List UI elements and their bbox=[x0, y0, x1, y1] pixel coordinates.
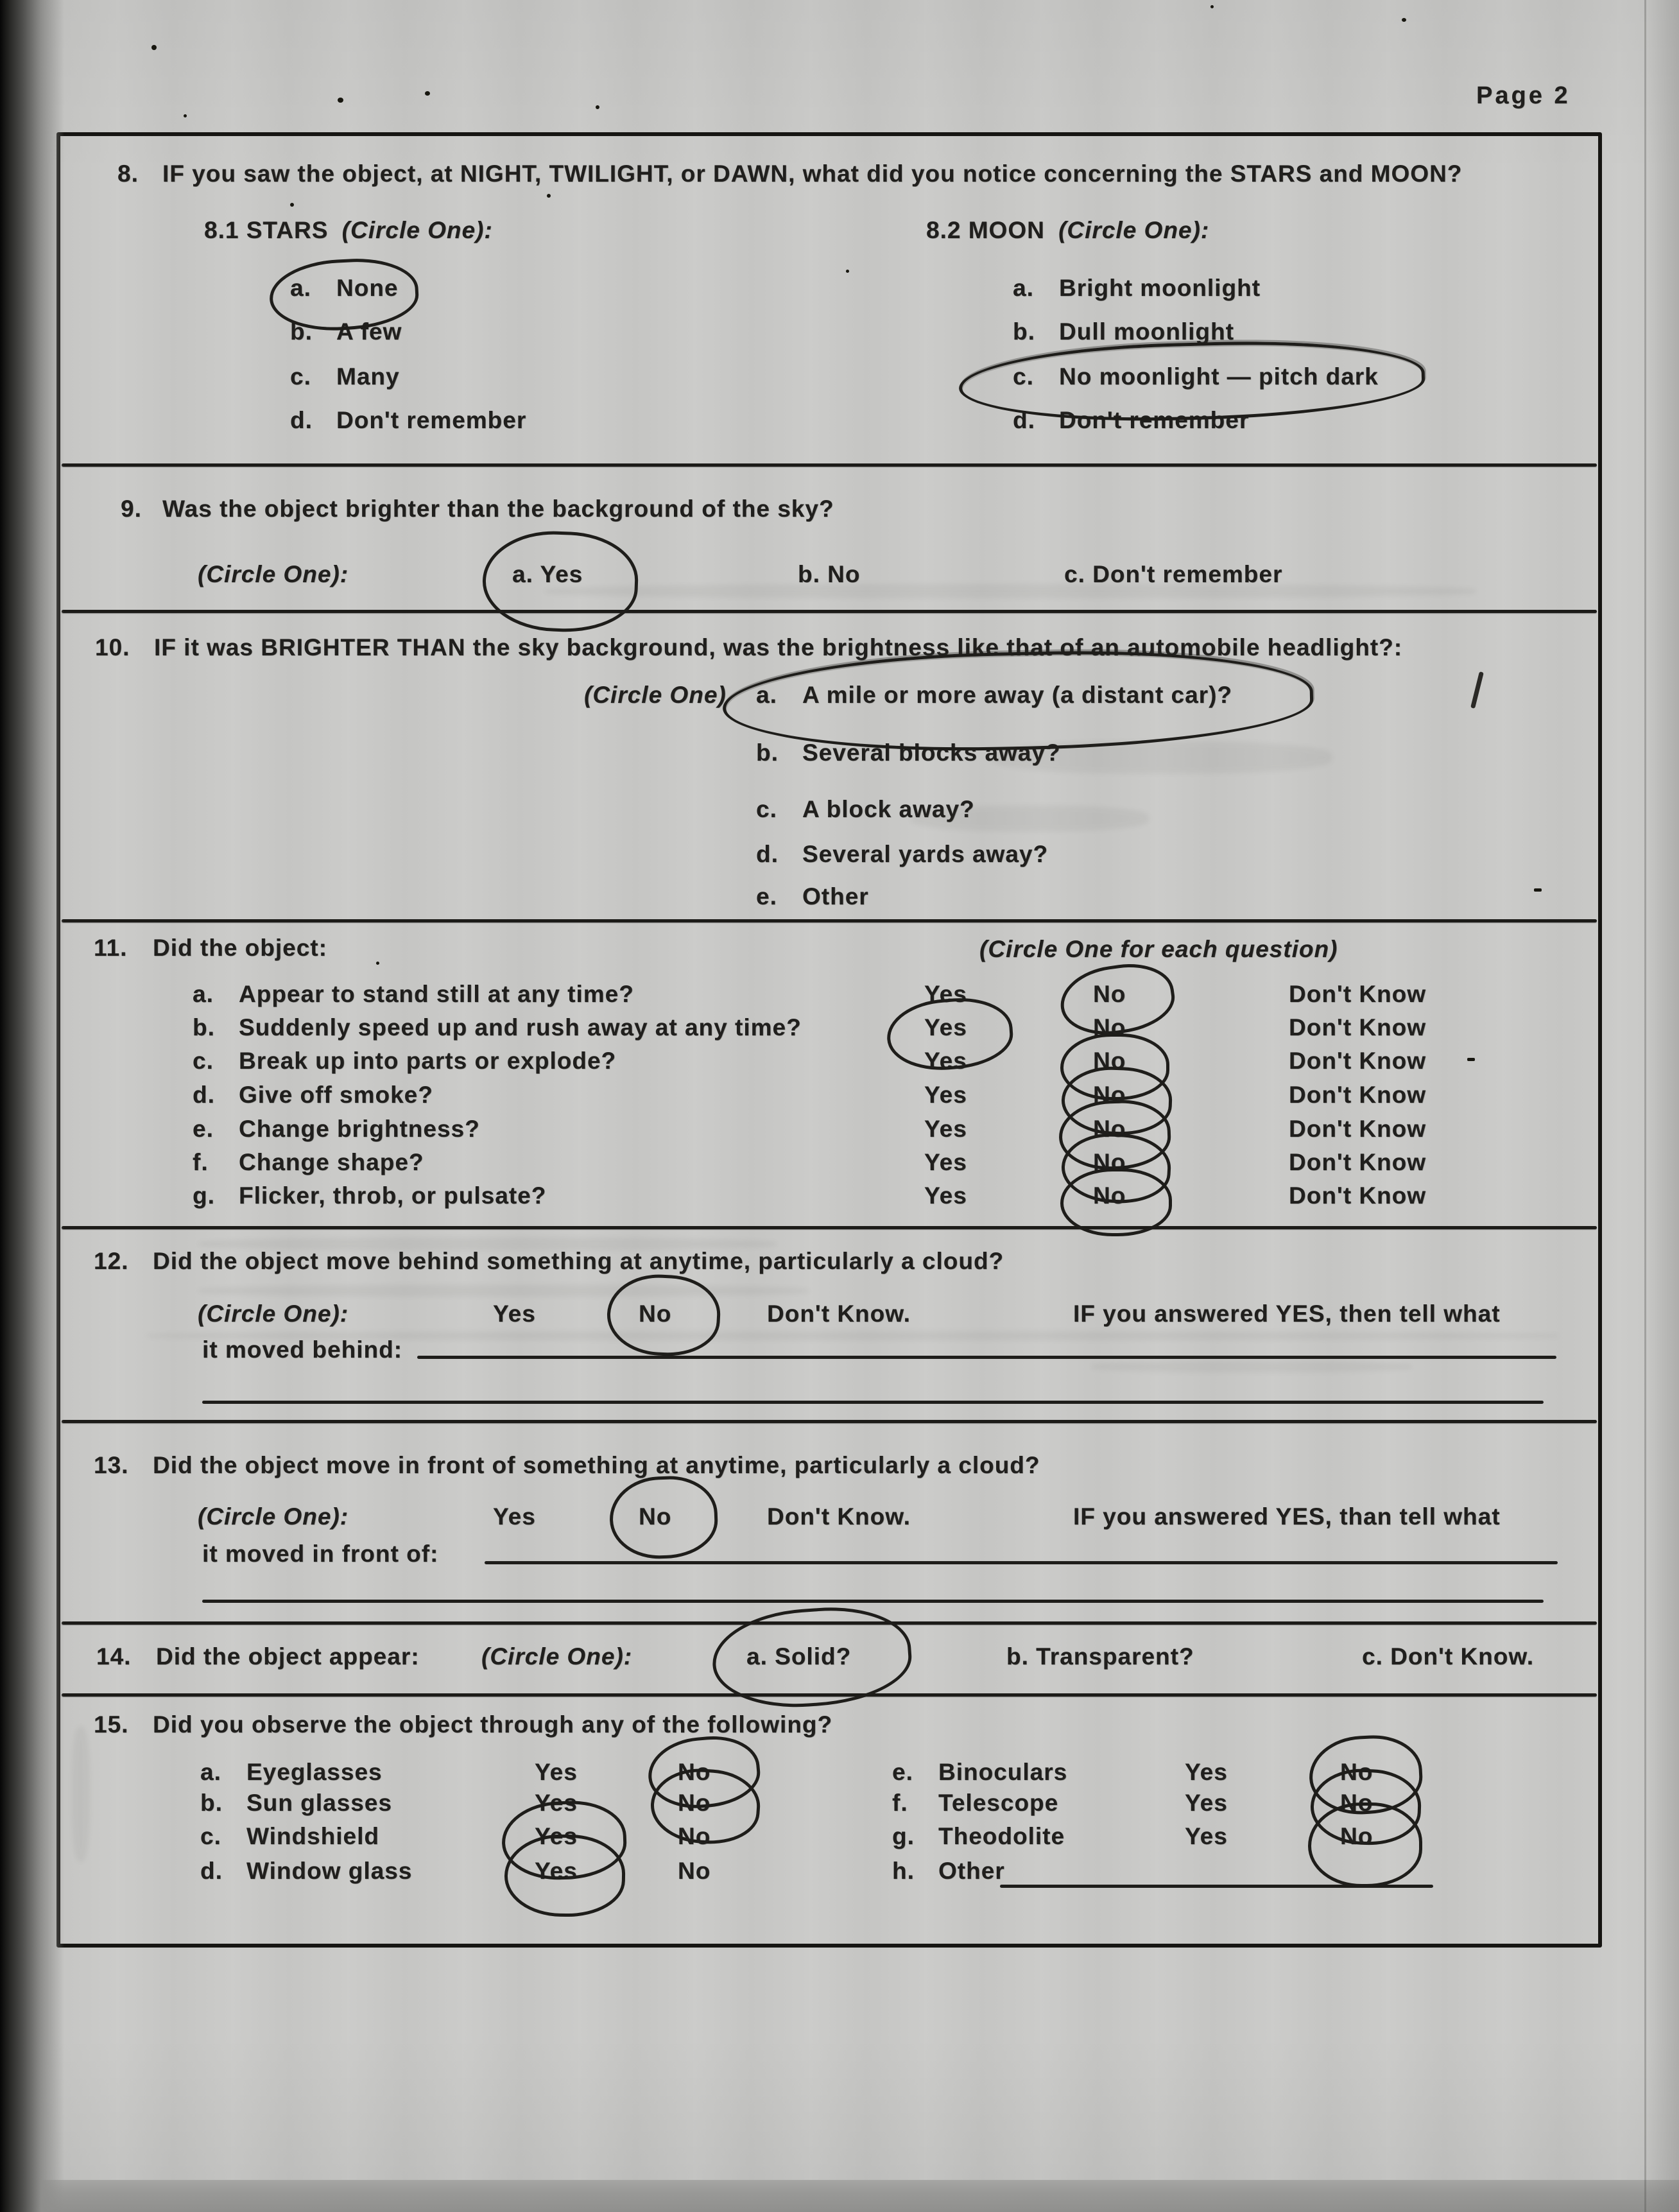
stars-option-c: c. Many bbox=[290, 363, 400, 390]
q11-d-yes: Yes bbox=[924, 1082, 967, 1108]
stars-option-b: b. A few bbox=[290, 318, 402, 345]
q11-b-no: No bbox=[1093, 1014, 1126, 1041]
question-15-number: 15. bbox=[94, 1711, 129, 1738]
q11-a-yes: Yes bbox=[924, 981, 967, 1007]
page-number: Page 2 bbox=[1476, 82, 1571, 109]
q15-theodolite-no: No bbox=[1340, 1823, 1373, 1849]
q15-binoculars-yes: Yes bbox=[1185, 1759, 1228, 1785]
q13-yes: Yes bbox=[493, 1503, 536, 1530]
q10-option-e: e. Other bbox=[756, 883, 869, 910]
bleed-through-smudge bbox=[1091, 1361, 1412, 1372]
question-12-circle-hint: (Circle One): bbox=[198, 1300, 349, 1327]
q11-d-dont-know: Don't Know bbox=[1289, 1082, 1427, 1108]
question-8-2-circle-hint: (Circle One): bbox=[1058, 217, 1210, 243]
paper-speck bbox=[1534, 888, 1542, 892]
question-13-number: 13. bbox=[94, 1452, 129, 1478]
question-14-text: Did the object appear: bbox=[156, 1643, 420, 1670]
q15-telescope-yes: Yes bbox=[1185, 1790, 1228, 1816]
q10-option-a: a. A mile or more away (a distant car)? bbox=[756, 682, 1232, 708]
bleed-through-smudge bbox=[199, 1238, 777, 1250]
question-15-text: Did you observe the object through any of the following? bbox=[153, 1711, 833, 1738]
scan-bottom-band bbox=[0, 2180, 1679, 2212]
paper-speck bbox=[1210, 5, 1214, 8]
q13-if-yes-text: IF you answered YES, than tell what bbox=[1073, 1503, 1501, 1530]
stars-option-d: d. Don't remember bbox=[290, 407, 527, 433]
q10-option-d: d. Several yards away? bbox=[756, 841, 1049, 867]
moon-option-d: d. Don't remember bbox=[1013, 407, 1250, 433]
question-10-circle-hint: (Circle One) bbox=[584, 682, 727, 708]
q11-item-c: c. Break up into parts or explode? bbox=[193, 1048, 617, 1074]
question-8-1-circle-hint: (Circle One): bbox=[341, 217, 493, 243]
paper-speck bbox=[846, 270, 849, 273]
question-12-text: Did the object move behind something at anytime, particularly a cloud? bbox=[153, 1248, 1004, 1274]
question-14-number: 14. bbox=[96, 1643, 132, 1670]
paper-speck bbox=[184, 114, 187, 117]
paper-speck bbox=[425, 91, 430, 96]
q11-item-d: d. Give off smoke? bbox=[193, 1082, 433, 1108]
q14-option-solid: a. Solid? bbox=[746, 1643, 852, 1670]
q15-item-telescope: f. Telescope bbox=[892, 1790, 1059, 1816]
question-8-1-label: 8.1 STARS bbox=[204, 217, 329, 243]
q11-item-e: e. Change brightness? bbox=[193, 1116, 480, 1142]
q10-option-b: b. Several blocks away? bbox=[756, 739, 1061, 766]
question-10-number: 10. bbox=[95, 634, 130, 661]
bleed-through-smudge bbox=[992, 741, 1332, 773]
q11-item-g: g. Flicker, throb, or pulsate? bbox=[193, 1182, 547, 1209]
q15-window-glass-yes: Yes bbox=[535, 1858, 578, 1884]
q11-a-no: No bbox=[1093, 981, 1126, 1007]
q15-item-theodolite: g. Theodolite bbox=[892, 1823, 1065, 1849]
question-11-text: Did the object: bbox=[153, 935, 327, 961]
bleed-through-smudge bbox=[146, 1331, 1558, 1340]
question-11-number: 11. bbox=[94, 935, 128, 961]
question-9-option-yes: a. Yes bbox=[512, 561, 583, 587]
q11-b-dont-know: Don't Know bbox=[1289, 1014, 1427, 1041]
q12-blank-line bbox=[417, 1356, 1556, 1359]
q15-other-blank-line bbox=[1000, 1885, 1433, 1888]
q15-window-glass-no: No bbox=[678, 1858, 711, 1884]
q15-item-window-glass: d. Window glass bbox=[200, 1858, 413, 1884]
section-divider bbox=[62, 463, 1597, 467]
q11-item-b: b. Suddenly speed up and rush away at any time? bbox=[193, 1014, 802, 1041]
scan-left-edge-shadow bbox=[0, 0, 64, 2212]
q14-option-transparent: b. Transparent? bbox=[1006, 1643, 1194, 1670]
paper-speck bbox=[1402, 18, 1406, 22]
question-9-circle-hint: (Circle One): bbox=[198, 561, 349, 587]
paper-speck bbox=[290, 203, 294, 207]
q11-f-yes: Yes bbox=[924, 1149, 967, 1175]
circled-answer-q15-theodolite-no bbox=[1308, 1802, 1422, 1887]
section-divider bbox=[62, 1420, 1597, 1423]
section-divider bbox=[62, 1226, 1597, 1229]
q15-item-eyeglasses: a. Eyeglasses bbox=[200, 1759, 383, 1785]
q12-fill-label: it moved behind: bbox=[202, 1336, 402, 1363]
q10-option-c: c. A block away? bbox=[756, 796, 975, 822]
q13-no: No bbox=[639, 1503, 672, 1530]
q11-b-yes: Yes bbox=[924, 1014, 967, 1041]
question-8-1-heading bbox=[204, 217, 493, 243]
question-8-2-heading bbox=[926, 217, 1209, 243]
question-12-number: 12. bbox=[94, 1248, 129, 1274]
q15-eyeglasses-yes: Yes bbox=[535, 1759, 578, 1785]
q11-d-no: No bbox=[1093, 1082, 1126, 1108]
scan-right-edge-shadow bbox=[1646, 0, 1679, 2212]
paper-speck bbox=[376, 962, 379, 965]
bleed-through-smudge bbox=[546, 584, 1476, 598]
q15-item-binoculars: e. Binoculars bbox=[892, 1759, 1068, 1785]
question-9-option-no: b. No bbox=[798, 561, 861, 587]
q11-c-no: No bbox=[1093, 1048, 1126, 1074]
section-divider bbox=[62, 610, 1597, 613]
q11-c-yes: Yes bbox=[924, 1048, 967, 1074]
q11-item-f: f. Change shape? bbox=[193, 1149, 424, 1175]
question-9-number: 9. bbox=[121, 496, 142, 522]
q15-windshield-no: No bbox=[678, 1823, 711, 1849]
q12-dont-know: Don't Know. bbox=[767, 1300, 911, 1327]
paper-speck bbox=[338, 98, 343, 103]
q15-theodolite-yes: Yes bbox=[1185, 1823, 1228, 1849]
q15-telescope-no: No bbox=[1340, 1790, 1373, 1816]
q11-e-no: No bbox=[1093, 1116, 1126, 1142]
q11-a-dont-know: Don't Know bbox=[1289, 981, 1427, 1007]
q13-dont-know: Don't Know. bbox=[767, 1503, 911, 1530]
q11-f-no: No bbox=[1093, 1149, 1126, 1175]
q11-e-yes: Yes bbox=[924, 1116, 967, 1142]
question-8-2-label: 8.2 MOON bbox=[926, 217, 1045, 243]
q12-blank-line-2 bbox=[202, 1401, 1544, 1404]
q11-f-dont-know: Don't Know bbox=[1289, 1149, 1427, 1175]
moon-option-a: a. Bright moonlight bbox=[1013, 275, 1261, 301]
stars-option-a: a. None bbox=[290, 275, 399, 301]
q14-option-dont-know: c. Don't Know. bbox=[1362, 1643, 1535, 1670]
paper-speck bbox=[596, 105, 599, 109]
question-10-text: IF it was BRIGHTER THAN the sky background, was the brightness like that of an automobile headlight?: bbox=[154, 634, 1403, 661]
q15-eyeglasses-no: No bbox=[678, 1759, 711, 1785]
q11-g-yes: Yes bbox=[924, 1182, 967, 1209]
q15-item-other: h. Other bbox=[892, 1858, 1005, 1884]
q15-windshield-yes: Yes bbox=[535, 1823, 578, 1849]
moon-option-c: c. No moonlight — pitch dark bbox=[1013, 363, 1379, 390]
question-11-circle-hint: (Circle One for each question) bbox=[979, 936, 1338, 962]
q12-no: No bbox=[639, 1300, 672, 1327]
paper-speck bbox=[151, 45, 157, 50]
question-13-circle-hint: (Circle One): bbox=[198, 1503, 349, 1530]
q15-binoculars-no: No bbox=[1340, 1759, 1373, 1785]
q15-sunglasses-no: No bbox=[678, 1790, 711, 1816]
q11-e-dont-know: Don't Know bbox=[1289, 1116, 1427, 1142]
section-divider bbox=[62, 919, 1597, 922]
q15-sunglasses-yes: Yes bbox=[535, 1790, 578, 1816]
q11-g-dont-know: Don't Know bbox=[1289, 1182, 1427, 1209]
question-14-circle-hint: (Circle One): bbox=[481, 1643, 633, 1670]
q15-item-sunglasses: b. Sun glasses bbox=[200, 1790, 392, 1816]
q13-fill-label: it moved in front of: bbox=[202, 1541, 439, 1567]
bleed-through-smudge bbox=[72, 1727, 90, 1862]
q12-yes: Yes bbox=[493, 1300, 536, 1327]
question-8-number: 8. bbox=[117, 160, 139, 187]
question-8-text: IF you saw the object, at NIGHT, TWILIGHT, or DAWN, what did you notice concerning the STARS and MOON? bbox=[162, 160, 1463, 187]
q13-blank-line-2 bbox=[202, 1600, 1544, 1603]
q11-g-no: No bbox=[1093, 1182, 1126, 1209]
q13-blank-line bbox=[485, 1561, 1558, 1564]
bleed-through-smudge bbox=[199, 1285, 809, 1297]
paper-speck bbox=[1467, 1058, 1475, 1061]
q11-item-a: a. Appear to stand still at any time? bbox=[193, 981, 634, 1007]
q11-c-dont-know: Don't Know bbox=[1289, 1048, 1427, 1074]
q15-item-windshield: c. Windshield bbox=[200, 1823, 379, 1849]
circled-answer-q15-window-glass-yes bbox=[504, 1833, 626, 1917]
paper-speck bbox=[547, 194, 551, 198]
bleed-through-smudge bbox=[911, 806, 1149, 831]
circled-answer-q11-g-no bbox=[1060, 1168, 1172, 1236]
question-13-text: Did the object move in front of something at anytime, particularly a cloud? bbox=[153, 1452, 1040, 1478]
question-9-text: Was the object brighter than the background of the sky? bbox=[162, 496, 834, 522]
question-9-option-dont-remember: c. Don't remember bbox=[1064, 561, 1283, 587]
moon-option-b: b. Dull moonlight bbox=[1013, 318, 1234, 345]
q12-if-yes-text: IF you answered YES, then tell what bbox=[1073, 1300, 1501, 1327]
